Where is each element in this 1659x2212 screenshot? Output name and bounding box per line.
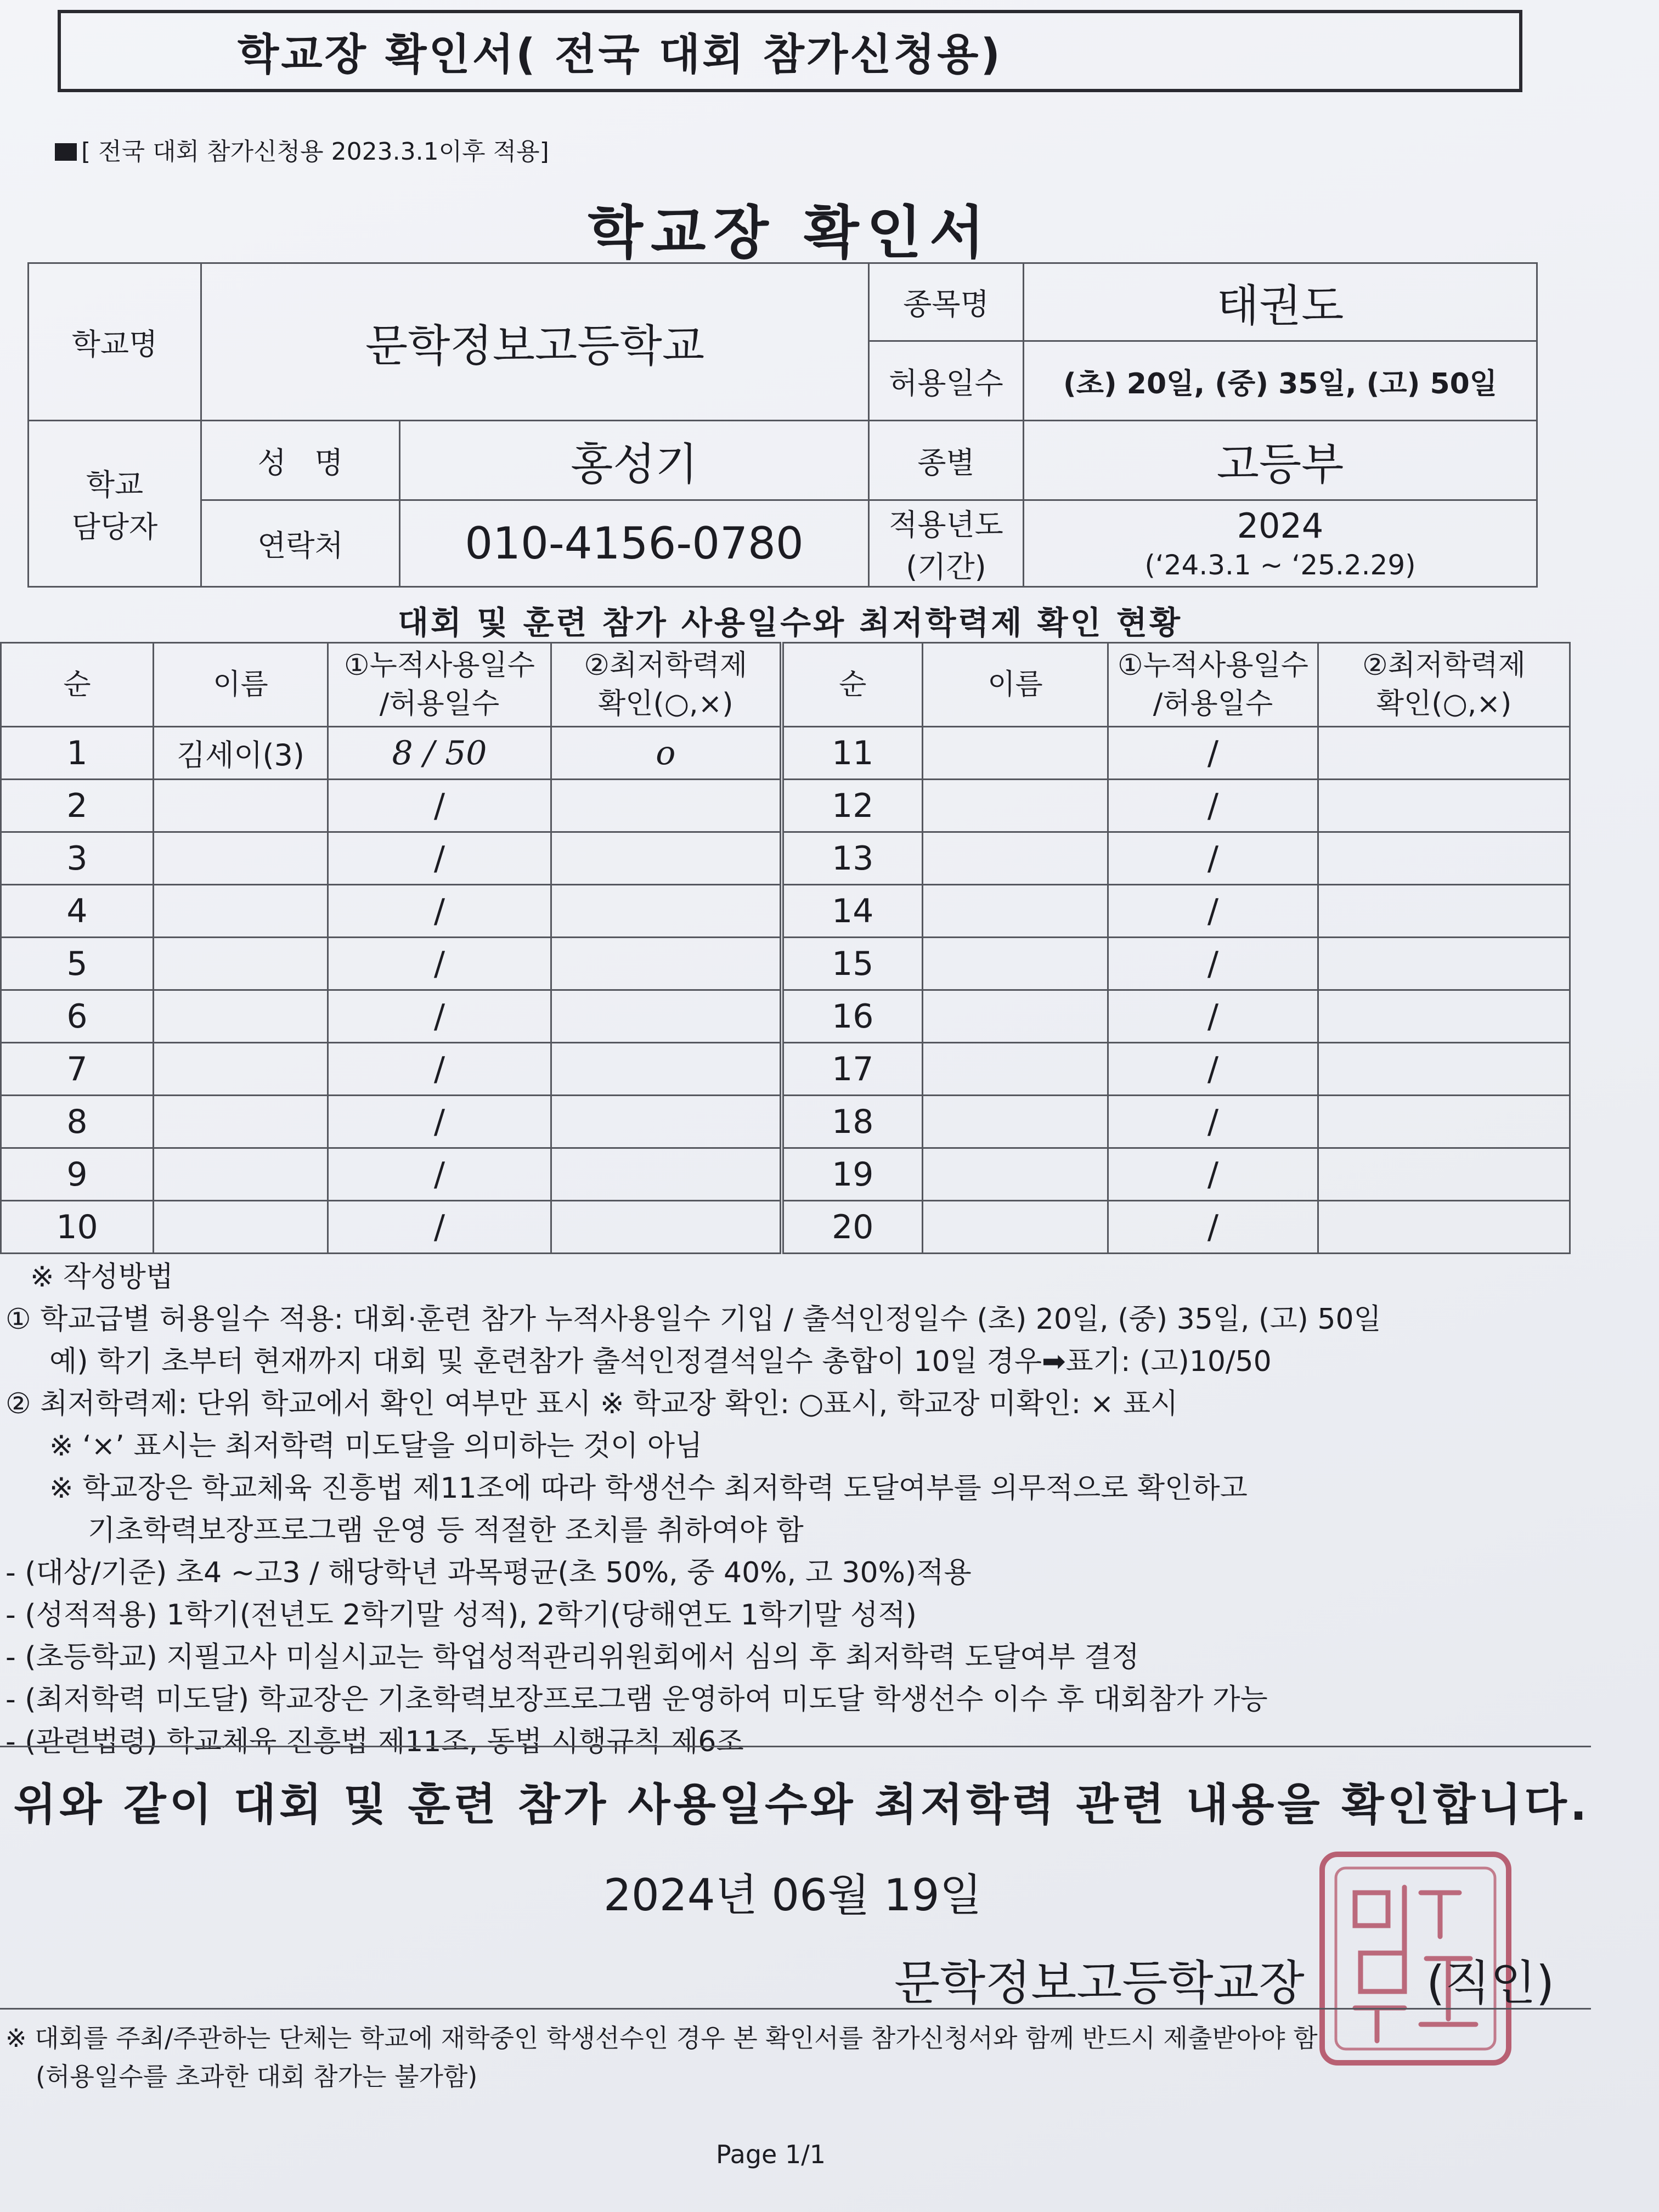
min-academic-check <box>1318 1096 1570 1148</box>
row-number: 10 <box>1 1201 154 1254</box>
student-name <box>923 885 1108 938</box>
instruction-line: ② 최저학력제: 단위 학교에서 확인 여부만 표시 ※ 학교장 확인: ○표시, 학교장 미확인: × 표시 <box>5 1387 1178 1420</box>
name-label: 성 명 <box>201 421 400 500</box>
days-used: / <box>1108 780 1318 832</box>
min-academic-check <box>1318 885 1570 938</box>
student-name <box>154 885 328 938</box>
row-number: 19 <box>782 1148 923 1201</box>
year-value-text: 2024 <box>1237 506 1324 546</box>
days-used: / <box>328 832 551 885</box>
instruction-line: - (최저학력 미도달) 학교장은 기초학력보장프로그램 운영하여 미도달 학생선수 이수 후 대회참가 가능 <box>5 1683 1268 1716</box>
header-check-line2: 확인(○,×) <box>597 687 733 720</box>
applicability-note <box>55 132 549 167</box>
header-box <box>58 10 1522 92</box>
row-number: 3 <box>1 832 154 885</box>
header-days-line1: ①누적사용일수 <box>1117 648 1308 682</box>
seal-label: (직인) <box>1426 1956 1555 2011</box>
student-name <box>923 1201 1108 1254</box>
min-academic-check <box>551 885 782 938</box>
days-used: / <box>1108 938 1318 990</box>
issue-date: 2024년 06월 19일 <box>603 1870 982 1921</box>
header-name-right: 이름 <box>923 643 1108 727</box>
min-academic-check <box>551 990 782 1043</box>
student-name <box>923 780 1108 832</box>
school-name-label: 학교명 <box>29 263 201 421</box>
manager-label <box>29 421 201 587</box>
manager-label-line2: 담당자 <box>71 510 158 544</box>
days-used: / <box>1108 1148 1318 1201</box>
row-number: 17 <box>782 1043 923 1096</box>
year-label-line1: 적용년도 <box>889 507 1003 542</box>
row-number: 14 <box>782 885 923 938</box>
page-number: Page 1/1 <box>715 2140 826 2169</box>
instruction-line: - (대상/기준) 초4 ~고3 / 해당학년 과목평균(초 50%, 중 40%, 고 30%)적용 <box>5 1556 972 1589</box>
days-used: 8 / 50 <box>328 727 551 780</box>
table-row <box>1 1201 1570 1254</box>
days-used: / <box>1108 1043 1318 1096</box>
section-title: 대회 및 훈련 참가 사용일수와 최저학력제 확인 현황 <box>398 604 1182 641</box>
table-row <box>1 832 1570 885</box>
student-name <box>154 1201 328 1254</box>
header-days-right <box>1108 643 1318 727</box>
min-academic-check <box>1318 990 1570 1043</box>
student-name <box>154 990 328 1043</box>
instruction-line: ① 학교급별 허용일수 적용: 대회·훈련 참가 누적사용일수 기입 / 출석인정일수 (초) 20일, (중) 35일, (고) 50일 <box>5 1303 1381 1336</box>
row-number: 20 <box>782 1201 923 1254</box>
manager-label-line1: 학교 <box>86 467 144 502</box>
min-academic-check <box>551 1148 782 1201</box>
min-academic-check <box>1318 1043 1570 1096</box>
header-days-left <box>328 643 551 727</box>
header-check-line1: ②최저학력제 <box>584 648 748 682</box>
division-value: 고등부 <box>1024 421 1537 500</box>
min-academic-check <box>551 1096 782 1148</box>
row-number: 13 <box>782 832 923 885</box>
student-name <box>923 727 1108 780</box>
row-number: 11 <box>782 727 923 780</box>
min-academic-check <box>551 832 782 885</box>
min-academic-check <box>1318 1148 1570 1201</box>
row-number: 7 <box>1 1043 154 1096</box>
header-check-line2: 확인(○,×) <box>1376 687 1512 720</box>
contact-label: 연락처 <box>201 500 400 587</box>
instructions-heading: ※ 작성방법 <box>30 1261 174 1294</box>
event-value: 태권도 <box>1024 263 1537 341</box>
student-name <box>923 1043 1108 1096</box>
footnote <box>5 2019 1318 2096</box>
header-check-right <box>1318 643 1570 727</box>
header-check-line1: ②최저학력제 <box>1362 648 1526 682</box>
row-number: 18 <box>782 1096 923 1148</box>
days-used: / <box>328 1043 551 1096</box>
header-days-line2: /허용일수 <box>379 687 500 720</box>
name-value: 홍성기 <box>400 421 869 500</box>
allowed-days-value: (초) 20일, (중) 35일, (고) 50일 <box>1024 341 1537 421</box>
instruction-line: - (성적적용) 1학기(전년도 2학기말 성적), 2학기(당해연도 1학기말 성적) <box>5 1599 917 1632</box>
header-days-line1: ①누적사용일수 <box>343 648 535 682</box>
row-number: 16 <box>782 990 923 1043</box>
days-used: / <box>1108 727 1318 780</box>
min-academic-check <box>1318 1201 1570 1254</box>
table-row <box>1 885 1570 938</box>
table-row <box>1 938 1570 990</box>
table-row <box>1 1043 1570 1096</box>
row-number: 1 <box>1 727 154 780</box>
instruction-line: 예) 학기 초부터 현재까지 대회 및 훈련참가 출석인정결석일수 총합이 10일 경우➡표기: (고)10/50 <box>49 1345 1272 1378</box>
row-number: 5 <box>1 938 154 990</box>
row-number: 12 <box>782 780 923 832</box>
days-used: / <box>328 1148 551 1201</box>
divider <box>0 2008 1591 2010</box>
year-label-line2: (기간) <box>906 549 986 584</box>
applicability-note-text: [ 전국 대회 참가신청용 2023.3.1이후 적용] <box>81 138 549 166</box>
year-label <box>869 500 1024 587</box>
student-name <box>923 832 1108 885</box>
days-used: / <box>328 885 551 938</box>
table-row <box>1 1148 1570 1201</box>
footnote-line: (허용일수를 초과한 대회 참가는 불가함) <box>36 2062 478 2091</box>
min-academic-check <box>1318 938 1570 990</box>
student-name <box>154 1096 328 1148</box>
min-academic-check <box>1318 727 1570 780</box>
row-number: 9 <box>1 1148 154 1201</box>
student-name <box>923 1148 1108 1201</box>
page-title: 학교장 확인서 <box>588 199 992 266</box>
contact-value: 010-4156-0780 <box>400 500 869 587</box>
student-name <box>923 990 1108 1043</box>
square-bullet-icon <box>55 143 77 161</box>
days-used: / <box>328 1096 551 1148</box>
row-number: 2 <box>1 780 154 832</box>
table-row <box>1 727 1570 780</box>
principal-name: 문학정보고등학교장 <box>894 1956 1305 2011</box>
divider <box>0 1746 1591 1747</box>
student-name <box>154 938 328 990</box>
year-value <box>1024 500 1537 587</box>
days-used: / <box>328 938 551 990</box>
footnote-line: ※ 대회를 주최/주관하는 단체는 학교에 재학중인 학생선수인 경우 본 확인서를 참가신청서와 함께 반드시 제출받아야 함 <box>5 2023 1318 2053</box>
header-check-left <box>551 643 782 727</box>
table-row <box>1 780 1570 832</box>
school-name-value: 문학정보고등학교 <box>201 263 869 421</box>
header-name-left: 이름 <box>154 643 328 727</box>
min-academic-check <box>1318 780 1570 832</box>
participation-table <box>0 642 1571 1254</box>
days-used: / <box>328 780 551 832</box>
school-info-table <box>27 262 1538 588</box>
instruction-line: ※ ‘×’ 표시는 최저학력 미도달을 의미하는 것이 아님 <box>49 1430 703 1463</box>
instruction-line: - (초등학교) 지필고사 미실시교는 학업성적관리위원회에서 심의 후 최저학력 도달여부 결정 <box>5 1641 1139 1674</box>
min-academic-check <box>551 1201 782 1254</box>
min-academic-check: o <box>551 727 782 780</box>
min-academic-check <box>551 1043 782 1096</box>
allowed-days-label: 허용일수 <box>869 341 1024 421</box>
event-label: 종목명 <box>869 263 1024 341</box>
row-number: 4 <box>1 885 154 938</box>
header-no-right: 순 <box>782 643 923 727</box>
table-row <box>1 990 1570 1043</box>
instruction-line: ※ 학교장은 학교체육 진흥법 제11조에 따라 학생선수 최저학력 도달여부를 의무적으로 확인하고 <box>49 1472 1248 1505</box>
days-used: / <box>1108 885 1318 938</box>
days-used: / <box>1108 1096 1318 1148</box>
min-academic-check <box>1318 832 1570 885</box>
division-label: 종별 <box>869 421 1024 500</box>
header-days-line2: /허용일수 <box>1153 687 1273 720</box>
min-academic-check <box>551 938 782 990</box>
row-number: 8 <box>1 1096 154 1148</box>
row-number: 6 <box>1 990 154 1043</box>
student-name <box>154 1148 328 1201</box>
days-used: / <box>328 990 551 1043</box>
instructions <box>5 1256 1585 1763</box>
student-name <box>154 832 328 885</box>
year-period: (‘24.3.1 ~ ‘25.2.29) <box>1144 549 1416 581</box>
student-name: 김세이(3) <box>154 727 328 780</box>
days-used: / <box>1108 990 1318 1043</box>
days-used: / <box>1108 1201 1318 1254</box>
student-name <box>154 780 328 832</box>
instruction-line: - (관련법령) 학교체육 진흥법 제11조, 동법 시행규칙 제6조 <box>5 1725 744 1758</box>
row-number: 15 <box>782 938 923 990</box>
student-name <box>923 1096 1108 1148</box>
header-title: 학교장 확인서( 전국 대회 참가신청용) <box>237 30 1003 80</box>
days-used: / <box>328 1201 551 1254</box>
table-row <box>1 1096 1570 1148</box>
days-used: / <box>1108 832 1318 885</box>
student-name <box>923 938 1108 990</box>
min-academic-check <box>551 780 782 832</box>
header-no-left: 순 <box>1 643 154 727</box>
confirmation-statement: 위와 같이 대회 및 훈련 참가 사용일수와 최저학력 관련 내용을 확인합니다. <box>14 1779 1590 1830</box>
student-name <box>154 1043 328 1096</box>
instruction-line: 기초학력보장프로그램 운영 등 적절한 조치를 취하여야 함 <box>88 1514 804 1547</box>
